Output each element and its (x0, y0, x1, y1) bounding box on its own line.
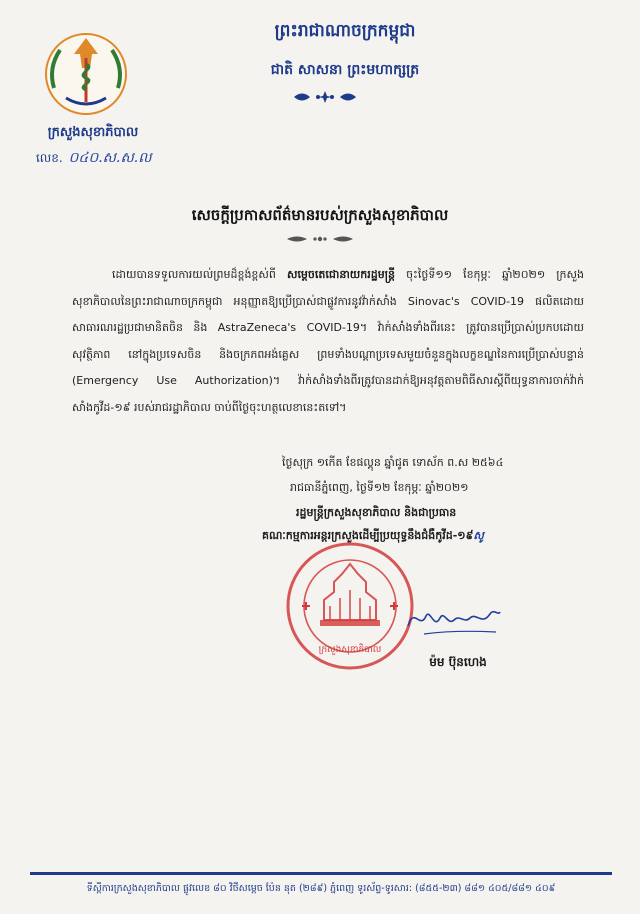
seal-text: ក្រសួងសុខាភិបាល (318, 645, 382, 655)
signature-icon (404, 596, 504, 642)
body-honorific: សម្ដេចតេជោនាយករដ្ឋមន្ត្រី (286, 268, 395, 281)
body-text: ចុះថ្ងៃទី១១ ខែកុម្ភៈ ឆ្នាំ២០២១ ក្រសួងសុខាភិបាលនៃព្រះរាជាណាចក្រកម្ពុជា អនុញ្ញាតឱ្យប្រើប្រាស់ជាផ្លូវការនូវវ៉ាក់សាំង Sinovac's COVID-19 ផលិតដោយសាធារណរដ្ឋប្រជាមានិតចិន និង AstraZeneca's COVID-19។ វ៉ាក់សាំងទាំងពីរនេះ ត្រូវបានប្រើប្រាស់ប្រកបដោយសុវត្ថិភាព នៅក្នុងប្រទេសចិន និងចក្រភពអង់គ្លេស ព្រមទាំងបណ្ដាប្រទេសមួយចំនួនក្នុងលក្ខខណ្ឌនៃការប្រើប្រាស់បន្ទាន់ (Emergency Use Authorization)។ វ៉ាក់សាំងទាំងពីរត្រូវបានដាក់ឱ្យអនុវត្តតាមពិធីសារស្ដីពីយុទ្ធនាការចាក់វ៉ាក់សាំងកូវីដ-១៩ របស់រាជរដ្ឋាភិបាល ចាប់ពីថ្ងៃចុះហត្ថលេខានេះតទៅ។ (72, 268, 584, 414)
ornament-divider-icon (292, 90, 358, 104)
footer-divider (30, 872, 612, 875)
kingdom-heading: ព្រះរាជាណាចក្រកម្ពុជា (274, 21, 416, 41)
footer-address: ទីស្ដីការក្រសួងសុខាភិបាល ផ្លូវលេខ ៨០ វិថីសម្ដេច ប៉ែន នុត (២៨៩) ភ្នំពេញ ទូរស័ព្ទ-ទូរសារ: (៨៥៥-២៣) ៨៨១ ៤០៥/៨៨១ ៤០៩ (86, 883, 556, 894)
national-motto: ជាតិ សាសនា ព្រះមហាក្សត្រ (270, 62, 420, 78)
lunar-date: ថ្ងៃសុក្រ ១កើត ខែផល្គុន ឆ្នាំជូត ទោស័ក ព.ស ២៥៦៤ (282, 456, 504, 469)
signer-role-text: គណៈកម្មការអន្តរក្រសួងដើម្បីប្រយុទ្ធនឹងជំងឺកូវីដ-១៩ (262, 529, 474, 542)
signer-title: រដ្ឋមន្ត្រីក្រសួងសុខាភិបាល និងជាប្រធាន (296, 506, 457, 519)
solar-date: រាជធានីភ្នំពេញ, ថ្ងៃទី១២ ខែកុម្ភៈ ឆ្នាំ២០២១ (290, 481, 469, 494)
document-number-prefix: លេខ. (36, 151, 63, 165)
body-paragraph (72, 262, 584, 421)
ministry-logo-icon (40, 28, 132, 120)
document-title: សេចក្ដីប្រកាសព័ត៌មានរបស់ក្រសួងសុខាភិបាល (191, 206, 449, 224)
ornament-divider-icon (285, 234, 355, 244)
signer-name: ម៉ម ប៊ុនហេង (429, 655, 487, 669)
signer-role-tail: សូ (473, 529, 484, 542)
official-seal-icon (284, 540, 416, 672)
document-number (36, 148, 152, 169)
document-number-value: ០៤០.ស.ស.ល (68, 150, 152, 166)
body-lead: ដោយបានទទួលការយល់ព្រមដ៏ខ្ពង់ខ្ពស់ពី (112, 268, 287, 281)
ministry-name: ក្រសួងសុខាភិបាល (47, 125, 139, 140)
